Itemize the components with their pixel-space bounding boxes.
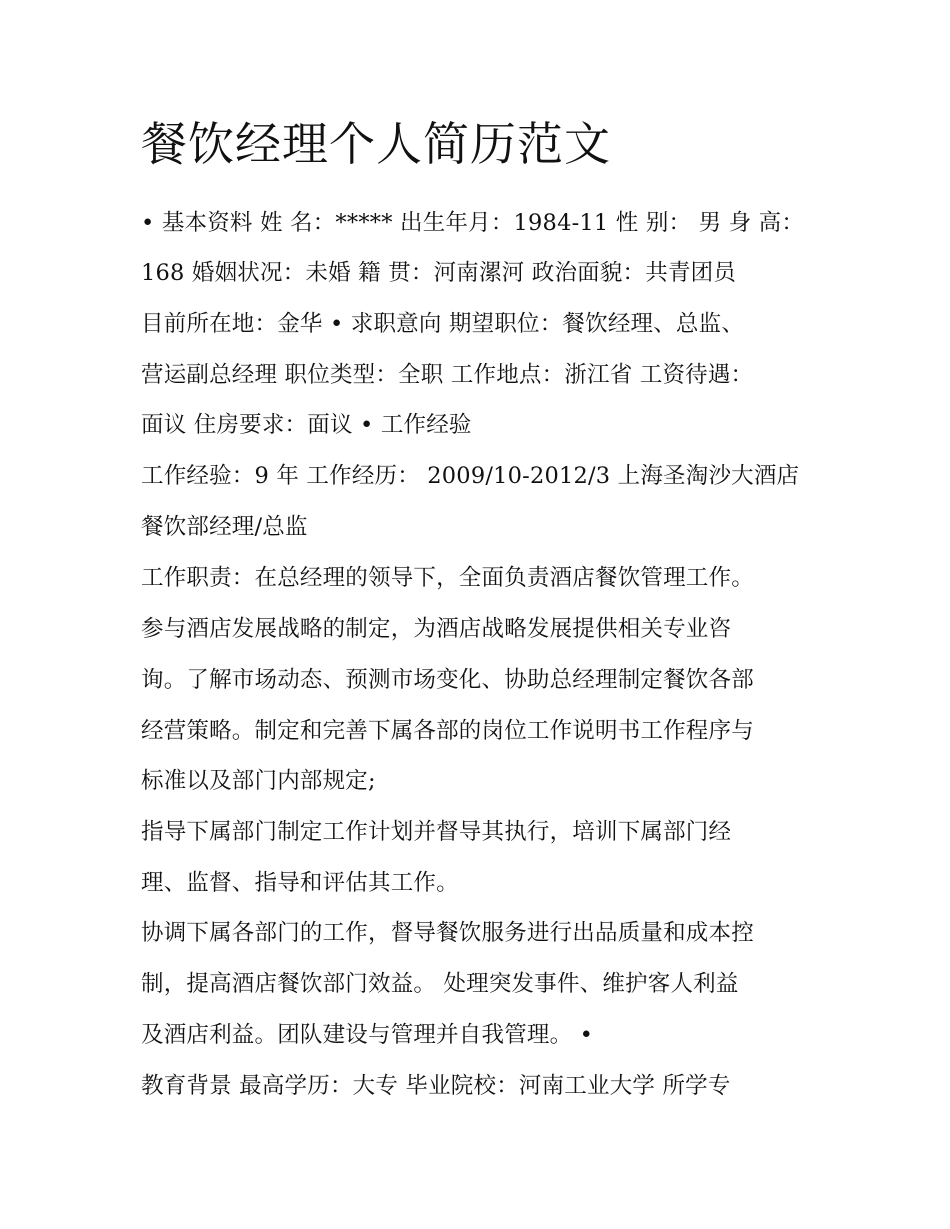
body-line-16: 制，提高酒店餐饮部门效益。 处理突发事件、维护客人利益 <box>141 971 739 997</box>
body-line-15: 协调下属各部门的工作，督导餐饮服务进行出品质量和成本控 <box>141 920 754 946</box>
body-line-7: 餐饮部经理/总监 <box>141 514 308 540</box>
body-line-8: 工作职责：在总经理的领导下，全面负责酒店餐饮管理工作。 <box>141 565 754 591</box>
body-line-5: 面议 住房要求：面议 • 工作经验 <box>141 412 472 438</box>
body-line-2: 168 婚姻状况：未婚 籍 贯：河南漯河 政治面貌：共青团员 <box>141 260 737 286</box>
body-line-13: 指导下属部门制定工作计划并督导其执行，培训下属部门经 <box>141 819 732 845</box>
body-line-18: 教育背景 最高学历：大专 毕业院校：河南工业大学 所学专 <box>141 1073 731 1099</box>
body-line-9: 参与酒店发展战略的制定，为酒店战略发展提供相关专业咨 <box>141 616 732 642</box>
body-line-3: 目前所在地：金华 • 求职意向 期望职位：餐饮经理、总监、 <box>141 311 745 337</box>
body-line-14: 理、监督、指导和评估其工作。 <box>141 870 459 896</box>
document-title: 餐饮经理个人简历范文 <box>141 117 611 171</box>
body-line-1: • 基本资料 姓 名：***** 出生年月：1984-11 性 别： 男 身 高： <box>141 210 805 236</box>
body-line-4: 营运副总经理 职位类型：全职 工作地点：浙江省 工资待遇： <box>141 362 754 388</box>
body-line-10: 询。了解市场动态、预测市场变化、协助总经理制定餐饮各部 <box>141 667 754 693</box>
document-page <box>141 0 821 1229</box>
body-line-11: 经营策略。制定和完善下属各部的岗位工作说明书工作程序与 <box>141 718 754 744</box>
body-line-6: 工作经验：9 年 工作经历： 2009/10-2012/3 上海圣淘沙大酒店 <box>141 463 800 489</box>
body-line-12: 标准以及部门内部规定; <box>141 768 376 794</box>
body-line-17: 及酒店利益。团队建设与管理并自我管理。 • <box>141 1022 594 1048</box>
